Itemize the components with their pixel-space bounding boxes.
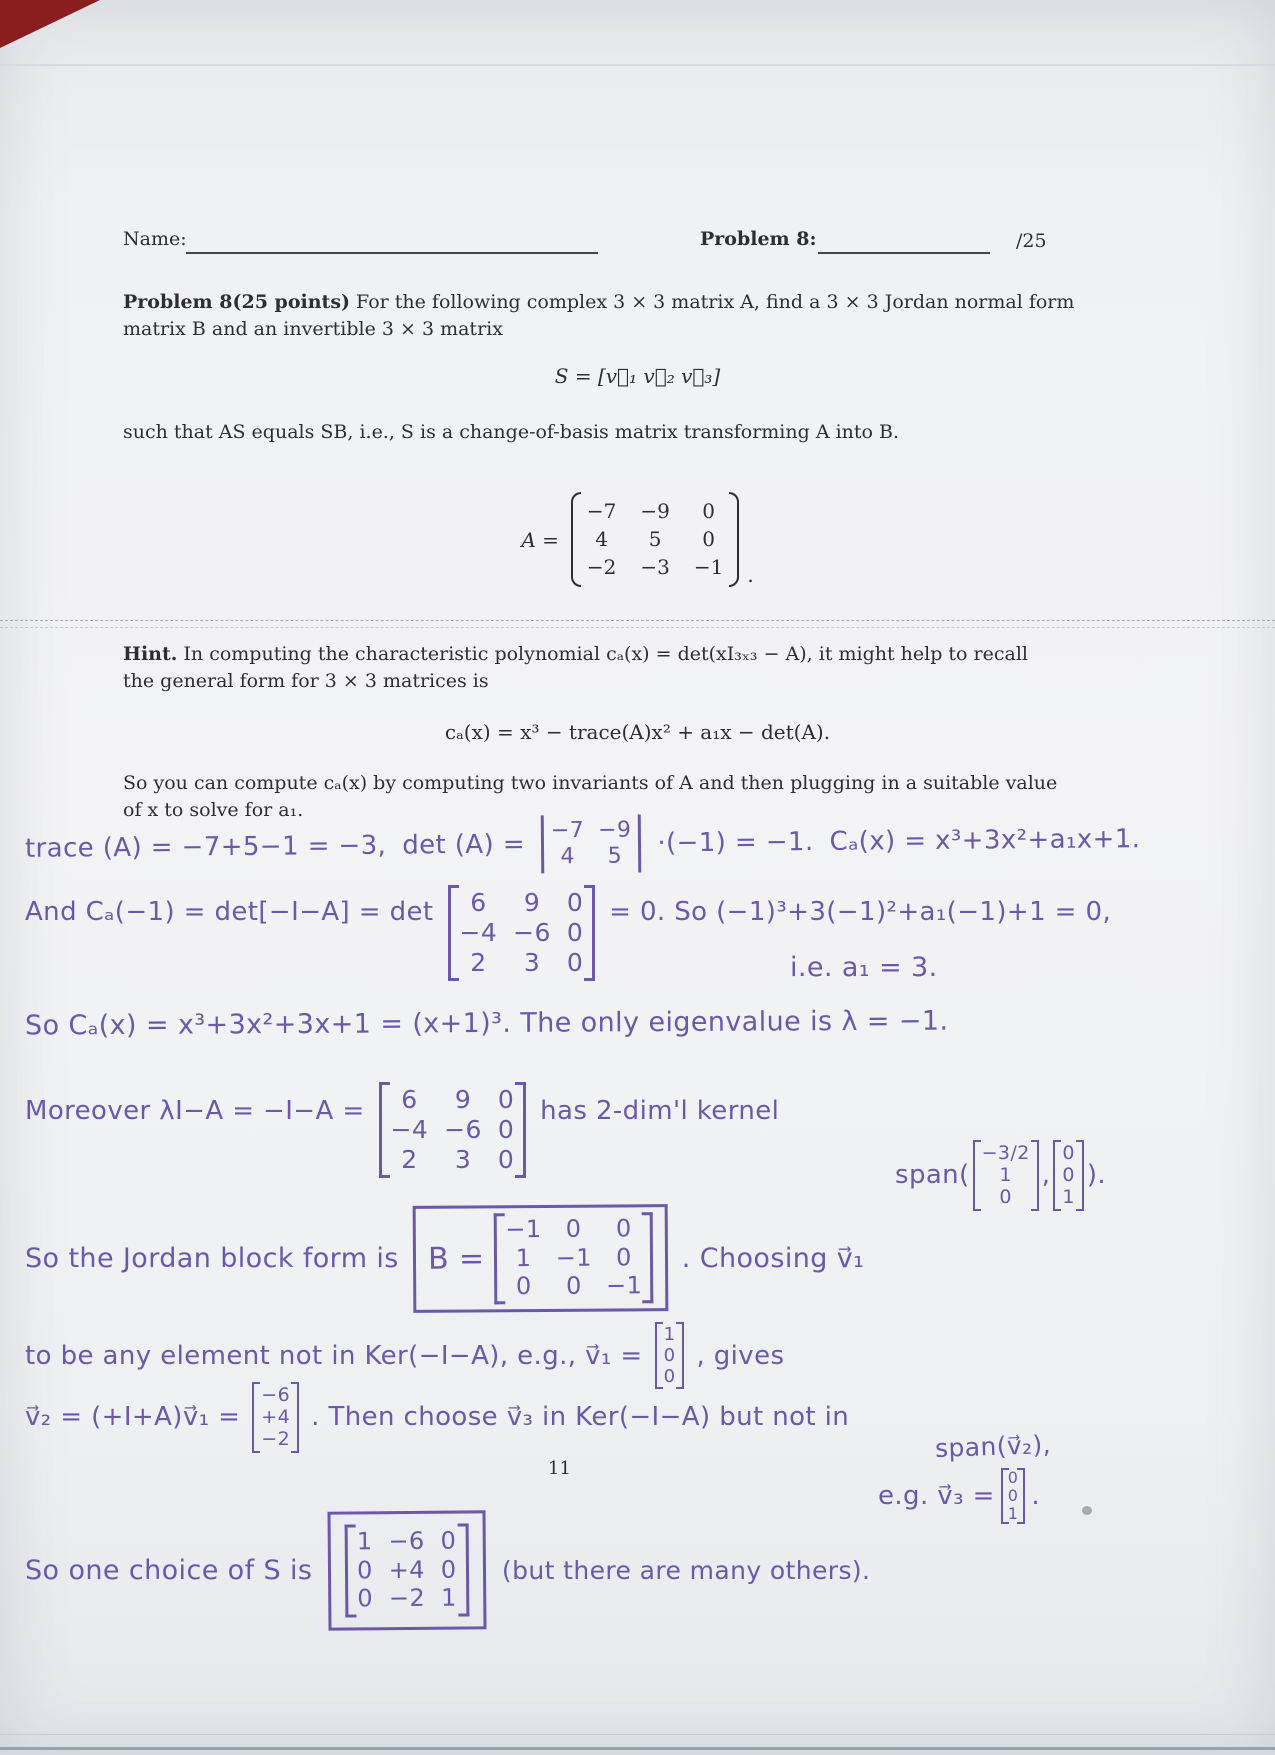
hw-kernel-vector-1	[973, 1140, 1039, 1211]
matrix-cell: −2	[586, 555, 617, 579]
matrix-cell: −1	[504, 1214, 542, 1244]
matrix-cell: 0	[702, 499, 715, 523]
matrix-cell: 0	[497, 1144, 515, 1174]
hw-v3-period: .	[1031, 1481, 1041, 1512]
hw-kernel-text: has 2-dim'l kernel	[540, 1096, 780, 1126]
hw-v3-vector	[1001, 1468, 1026, 1524]
matrix-cell: 5	[648, 527, 662, 551]
matrix-cell: 0	[1062, 1163, 1075, 1186]
matrix-cell: 0	[441, 1554, 458, 1583]
matrix-cell: −6	[388, 1526, 426, 1555]
page-number: 11	[548, 1458, 571, 1479]
hw-det-2x2	[541, 814, 642, 872]
hw-many-others-text: (but there are many others).	[501, 1555, 871, 1585]
hw-choosing-v1-text: . Choosing v⃗₁	[681, 1242, 865, 1274]
matrix-cell: −2	[389, 1583, 426, 1612]
matrix-cell: 0	[440, 1526, 457, 1555]
hw-det-label: det (A) =	[402, 829, 526, 861]
hw-v1-text: to be any element not in Ker(−I−A), e.g., v⃗₁ =	[25, 1340, 643, 1371]
matrix-cell: 6	[401, 1085, 418, 1114]
hw-ca-poly: Cₐ(x) = x³+3x²+a₁x+1.	[829, 823, 1141, 857]
hint-text: In computing the characteristic polynomial cₐ(x) = det(xI₃ₓ₃ − A), it might help to recall	[177, 643, 1028, 665]
score-denominator: /25	[1016, 230, 1047, 252]
matrix-cell: 0	[566, 917, 584, 947]
matrix-cell: 0	[1007, 1468, 1019, 1487]
matrix-cell: 1	[515, 1243, 532, 1272]
matrix-cell: +4	[388, 1555, 426, 1584]
matrix-cell: −2	[261, 1427, 291, 1450]
s-equation: S = [v⃗₁ v⃗₂ v⃗₃]	[554, 364, 721, 388]
problem-statement-line2: matrix B and an invertible 3 × 3 matrix	[123, 318, 503, 340]
hw-then-choose-text: . Then choose v⃗₃ in Ker(−I−A) but not in	[311, 1402, 850, 1433]
matrix-cell: −4	[459, 917, 498, 947]
hw-v2-vector	[252, 1382, 299, 1453]
problem-points: (25 points)	[232, 291, 351, 313]
matrix-cell: 2	[401, 1144, 418, 1174]
hw-b-matrix-box	[412, 1204, 668, 1313]
matrix-cell: 0	[357, 1555, 374, 1584]
matrix-cell: 1	[1007, 1503, 1019, 1523]
hw-v1-line	[25, 1322, 784, 1389]
matrix-cell: 1	[357, 1526, 373, 1556]
hw-span-open: span(	[895, 1160, 970, 1191]
hw-det-result: ·(−1) = −1.	[657, 826, 814, 859]
hw-s-choice-line	[25, 1495, 870, 1645]
matrix-cell: −6	[444, 1114, 482, 1144]
hw-ca-minus1-line	[25, 885, 1111, 981]
hw-span-close: ).	[1086, 1160, 1107, 1191]
hw-neg-i-minus-a-matrix	[448, 885, 596, 981]
matrix-cell: −1	[605, 1271, 643, 1300]
matrix-cell: 0	[357, 1584, 374, 1613]
matrix-cell: −7	[586, 499, 617, 523]
matrix-cell: 6	[470, 888, 487, 917]
hint-label: Hint.	[123, 643, 178, 665]
matrix-cell: 0	[497, 1085, 515, 1114]
problem-title: Problem 8	[123, 291, 233, 313]
hw-s-choice-text: So one choice of S is	[25, 1554, 313, 1586]
problem-statement-text: For the following complex 3 × 3 matrix A, find a 3 × 3 Jordan normal form	[350, 291, 1075, 313]
scan-line-top	[0, 64, 1275, 66]
matrix-cell: 0	[663, 1365, 676, 1387]
matrix-cell: 0	[702, 527, 715, 551]
section-divider	[0, 620, 1275, 621]
matrix-cell: −6	[513, 917, 551, 947]
matrix-cell: 0	[1007, 1485, 1019, 1505]
hw-trace-text: trace (A) = −7+5−1 = −3,	[24, 830, 387, 864]
hw-moreover-text: Moreover λI−A = −I−A =	[25, 1096, 365, 1126]
matrix-cell: 1	[1062, 1185, 1075, 1208]
matrix-cell: −9	[640, 499, 670, 523]
matrix-cell: 0	[615, 1242, 632, 1272]
matrix-cell: 0	[565, 1271, 582, 1301]
matrix-a-period: .	[747, 563, 754, 587]
hint-line2: the general form for 3 × 3 matrices is	[123, 670, 489, 692]
score-blank-line	[818, 232, 990, 254]
hw-ca-minus1-text: And Cₐ(−1) = det[−I−A] = det	[25, 897, 434, 927]
hw-eg-v3-text: e.g. v⃗₃ =	[878, 1481, 995, 1512]
matrix-cell: −3	[640, 555, 670, 579]
matrix-cell: 0	[1062, 1142, 1075, 1164]
matrix-a-display	[0, 492, 1275, 587]
hw-span-v2-text: span(v⃗₂),	[934, 1429, 1052, 1464]
matrix-cell: 5	[607, 843, 623, 870]
scan-line-bottom-1	[0, 1734, 1275, 1735]
matrix-cell: 2	[470, 947, 487, 977]
matrix-cell: 0	[999, 1185, 1012, 1208]
matrix-cell: 3	[454, 1144, 472, 1174]
hw-s-matrix	[345, 1523, 469, 1617]
name-blank-line	[186, 232, 598, 254]
section-divider-2	[0, 627, 1275, 628]
name-label: Name:	[123, 228, 187, 250]
scan-corner-mark	[0, 0, 100, 48]
matrix-cell: 0	[515, 1272, 532, 1301]
so-line2: of x to solve for a₁.	[123, 799, 304, 821]
matrix-cell: 4	[595, 527, 608, 551]
matrix-cell: −1	[555, 1243, 592, 1272]
hw-trace-det-line	[25, 810, 1141, 877]
such-that-line: such that AS equals SB, i.e., S is a change-of-basis matrix transforming A into B.	[123, 421, 900, 443]
matrix-cell: −6	[261, 1384, 291, 1406]
matrix-cell: 0	[615, 1214, 632, 1243]
matrix-cell: −4	[390, 1114, 429, 1144]
matrix-cell: 4	[560, 844, 575, 870]
matrix-cell: 0	[566, 947, 584, 977]
matrix-cell: −7	[550, 817, 585, 844]
hw-kernel-vector-2	[1053, 1140, 1084, 1211]
matrix-cell: 1	[663, 1324, 676, 1345]
hw-v3-choice	[878, 1468, 1040, 1524]
hw-span-comma: ,	[1041, 1160, 1051, 1191]
matrix-a	[571, 492, 739, 587]
char-poly-equation: cₐ(x) = x³ − trace(A)x² + a₁x − det(A).	[444, 720, 831, 744]
matrix-cell: +4	[261, 1405, 291, 1428]
hw-v1-vector	[655, 1322, 685, 1389]
hw-b-matrix	[494, 1212, 653, 1304]
matrix-cell: 0	[663, 1344, 676, 1366]
matrix-cell: 0	[565, 1214, 582, 1243]
hw-kernel-matrix	[379, 1082, 527, 1178]
matrix-cell: −1	[693, 555, 724, 579]
hw-v2-line	[25, 1382, 849, 1453]
problem-score-label: Problem 8:	[700, 228, 817, 250]
problem-statement-line1	[123, 291, 1074, 313]
matrix-cell: 9	[523, 888, 541, 917]
so-line1: So you can compute cₐ(x) by computing two invariants of A and then plugging in a suitable value	[123, 772, 1058, 794]
matrix-a-label: A =	[521, 527, 559, 552]
scan-speck	[1082, 1506, 1092, 1515]
matrix-cell: −3/2	[981, 1142, 1030, 1164]
hw-gives-text: , gives	[696, 1340, 785, 1371]
hw-v2-text: v⃗₂ = (+I+A)v⃗₁ =	[25, 1402, 241, 1433]
hint-line1	[123, 643, 1028, 665]
hw-span-expression	[895, 1140, 1106, 1211]
matrix-cell: 1	[441, 1583, 458, 1612]
hw-equals-zero-text: = 0. So (−1)³+3(−1)²+a₁(−1)+1 = 0,	[609, 897, 1112, 927]
hw-a1-equals-3: i.e. a₁ = 3.	[790, 952, 938, 983]
hw-jordan-form-line	[25, 1205, 864, 1312]
hw-factored-poly-line: So Cₐ(x) = x³+3x²+3x+1 = (x+1)³. The only eigenvalue is λ = −1.	[24, 1005, 949, 1042]
hw-b-label: B =	[427, 1241, 485, 1277]
matrix-cell: 9	[454, 1085, 472, 1114]
matrix-cell: 1	[999, 1163, 1012, 1186]
matrix-cell: 3	[523, 947, 541, 977]
hw-jordan-text: So the Jordan block form is	[25, 1242, 399, 1274]
scan-edge-bottom	[0, 1750, 1275, 1755]
matrix-cell: −9	[597, 817, 632, 843]
hw-s-matrix-box	[328, 1510, 487, 1630]
matrix-cell: 0	[497, 1114, 515, 1144]
matrix-cell: 0	[566, 888, 584, 917]
hw-kernel-line	[25, 1082, 779, 1178]
